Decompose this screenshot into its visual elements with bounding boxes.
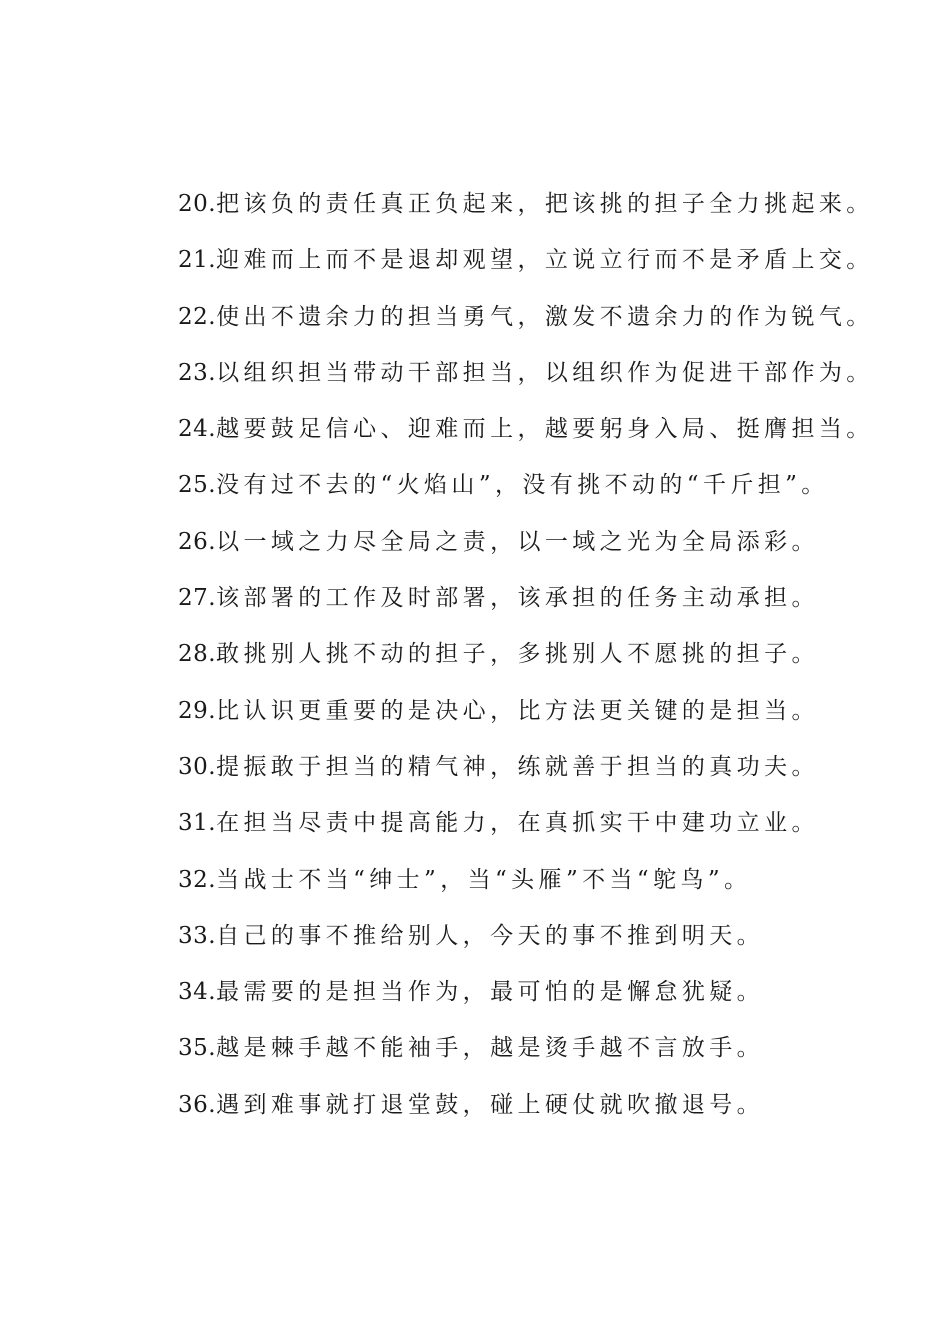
item-text: 没有过不去的“火焰山”，没有挑不动的“千斤担”。 bbox=[216, 472, 829, 499]
list-item bbox=[178, 409, 878, 465]
item-number: 21. bbox=[178, 247, 217, 274]
list-item bbox=[178, 465, 878, 521]
item-number: 20. bbox=[178, 191, 217, 217]
list-item bbox=[178, 634, 878, 690]
item-number: 31. bbox=[178, 810, 217, 837]
numbered-list bbox=[178, 184, 878, 1141]
item-text: 敢挑别人挑不动的担子，多挑别人不愿挑的担子。 bbox=[216, 641, 819, 668]
item-number: 32. bbox=[178, 866, 217, 893]
item-text: 迎难而上而不是退却观望，立说立行而不是矛盾上交。 bbox=[216, 247, 874, 274]
item-text: 自己的事不推给别人，今天的事不推到明天。 bbox=[216, 922, 765, 949]
list-item bbox=[178, 860, 878, 916]
item-text: 最需要的是担当作为，最可怕的是懈怠犹疑。 bbox=[216, 979, 765, 1006]
item-number: 23. bbox=[178, 359, 217, 386]
item-number: 30. bbox=[178, 753, 217, 780]
list-item bbox=[178, 184, 878, 240]
item-text: 越要鼓足信心、迎难而上，越要躬身入局、挺膺担当。 bbox=[216, 416, 874, 443]
item-text: 以一域之力尽全局之责，以一域之光为全局添彩。 bbox=[216, 528, 819, 555]
item-number: 34. bbox=[178, 979, 217, 1006]
item-text: 在担当尽责中提高能力，在真抓实干中建功立业。 bbox=[216, 810, 819, 837]
list-item bbox=[178, 916, 878, 972]
item-text: 遇到难事就打退堂鼓，碰上硬仗就吹撤退号。 bbox=[216, 1091, 765, 1118]
item-number: 25. bbox=[178, 472, 217, 499]
list-item bbox=[178, 353, 878, 409]
list-item bbox=[178, 240, 878, 296]
item-number: 28. bbox=[178, 641, 217, 668]
list-item bbox=[178, 747, 878, 803]
list-item bbox=[178, 972, 878, 1028]
list-item bbox=[178, 691, 878, 747]
item-text: 提振敢于担当的精气神，练就善于担当的真功夫。 bbox=[216, 753, 819, 780]
item-number: 26. bbox=[178, 528, 217, 555]
list-item bbox=[178, 522, 878, 578]
item-text: 越是棘手越不能袖手，越是烫手越不言放手。 bbox=[216, 1035, 765, 1062]
list-item bbox=[178, 1085, 878, 1141]
item-number: 27. bbox=[178, 585, 217, 612]
item-text: 以组织担当带动干部担当，以组织作为促进干部作为。 bbox=[216, 359, 874, 386]
list-item bbox=[178, 578, 878, 634]
item-text: 当战士不当“绅士”，当“头雁”不当“鸵鸟”。 bbox=[216, 866, 752, 893]
item-number: 35. bbox=[178, 1035, 217, 1062]
item-number: 36. bbox=[178, 1091, 217, 1118]
item-text: 把该负的责任真正负起来，把该挑的担子全力挑起来。 bbox=[216, 191, 874, 217]
item-number: 29. bbox=[178, 697, 217, 724]
item-number: 22. bbox=[178, 303, 217, 330]
list-item bbox=[178, 803, 878, 859]
item-number: 33. bbox=[178, 922, 217, 949]
item-text: 该部署的工作及时部署，该承担的任务主动承担。 bbox=[216, 585, 819, 612]
list-item bbox=[178, 1028, 878, 1084]
item-number: 24. bbox=[178, 416, 217, 443]
item-text: 比认识更重要的是决心，比方法更关键的是担当。 bbox=[216, 697, 819, 724]
item-text: 使出不遗余力的担当勇气，激发不遗余力的作为锐气。 bbox=[216, 303, 874, 330]
list-item bbox=[178, 297, 878, 353]
